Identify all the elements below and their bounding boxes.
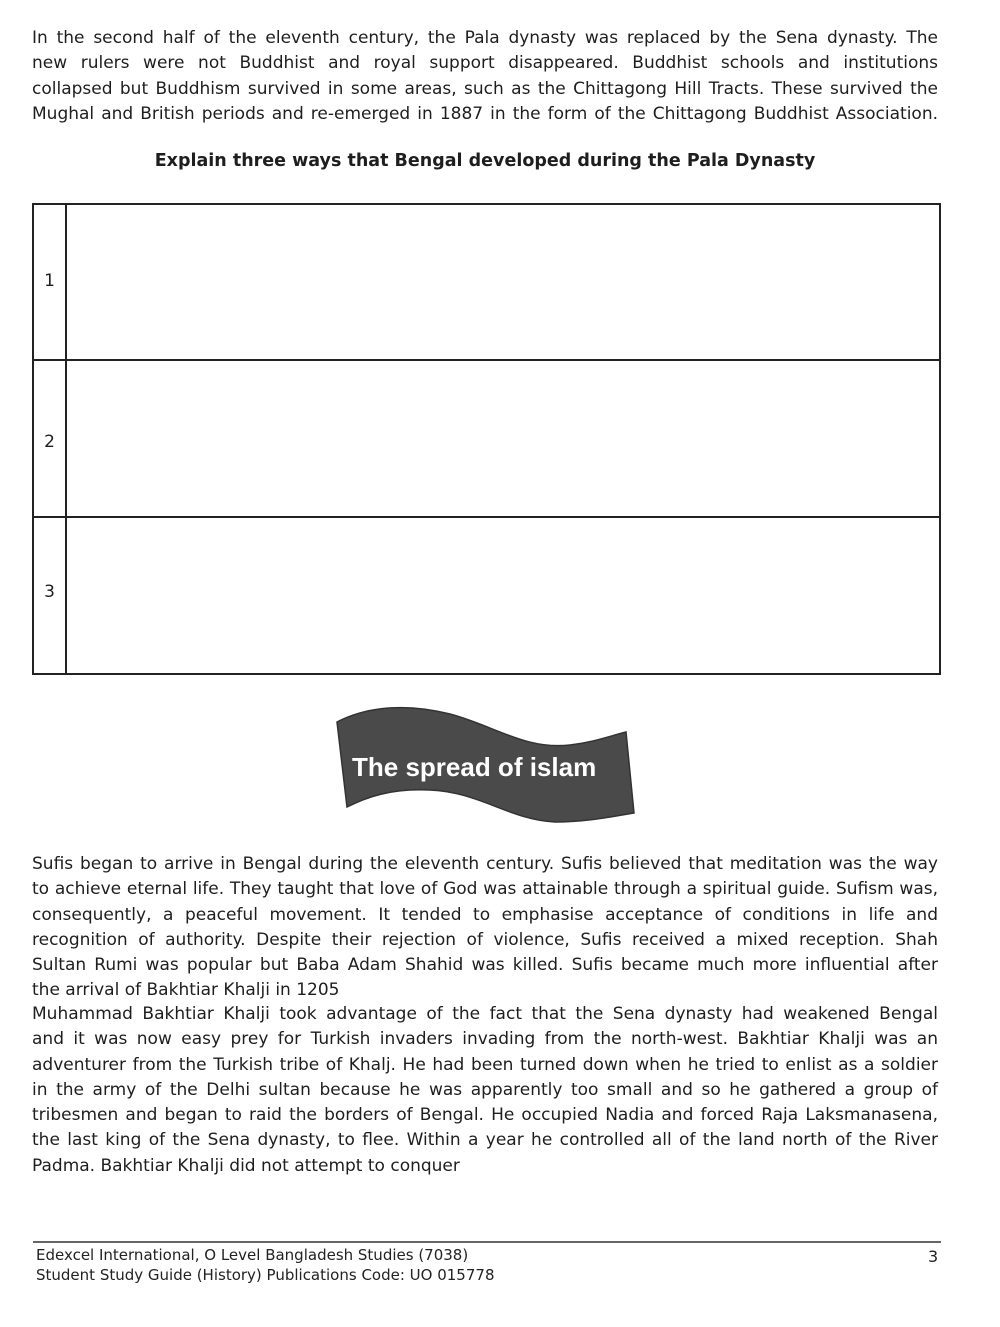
page-number: 3 — [928, 1247, 939, 1266]
text-line: In the second half of the eleventh century, the Pala dynasty was replaced by the Sena dynasty. The — [32, 28, 938, 48]
intro-paragraph — [32, 26, 938, 127]
text-line: and it was now easy prey for Turkish invaders invading from the north-west. Bakhtiar Khalji was an — [32, 1029, 938, 1050]
text-line: recognition of authority. Despite their rejection of violence, Sufis received a mixed reception. Shah — [32, 929, 938, 950]
row-number-3: 3 — [44, 582, 55, 602]
text-line: Padma. Bakhtiar Khalji did not attempt to conquer — [32, 1155, 460, 1176]
text-line: new rulers were not Buddhist and royal support disappeared. Buddhist schools and institutions — [32, 53, 938, 74]
banner-title: The spread of islam — [352, 752, 597, 782]
row-divider — [34, 516, 939, 518]
row-divider — [34, 359, 939, 361]
footer-line-1: Edexcel International, O Level Bangladesh Studies (7038) — [36, 1246, 469, 1264]
footer-divider — [33, 1241, 941, 1243]
text-line: Mughal and British periods and re-emerged in 1887 in the form of the Chittagong Buddhist Association. — [32, 103, 938, 124]
footer-line-2: Student Study Guide (History) Publications Code: UO 015778 — [36, 1266, 495, 1284]
text-line: collapsed but Buddhism survived in some areas, such as the Chittagong Hill Tracts. These survived the — [32, 78, 938, 99]
text-line: in the army of the Delhi sultan because he was apparently too small and so he gathered a group of — [32, 1079, 938, 1100]
text-line: Sultan Rumi was popular but Baba Adam Shahid was killed. Sufis became much more influential after — [32, 955, 938, 976]
text-line: the last king of the Sena dynasty, to flee. Within a year he controlled all of the land north of the River — [32, 1130, 938, 1151]
row-number-1: 1 — [44, 271, 55, 291]
text-line: adventurer from the Turkish tribe of Khalj. He had been turned down when he tried to enlist as a soldier — [32, 1054, 938, 1075]
text-line: Muhammad Bakhtiar Khalji took advantage of the fact that the Sena dynasty had weakened Bengal — [32, 1004, 938, 1024]
text-line: Sufis began to arrive in Bengal during the eleventh century. Sufis believed that meditation was the way — [32, 854, 938, 874]
text-line: tribesmen and began to raid the borders of Bengal. He occupied Nadia and forced Raja Laksmanasena, — [32, 1105, 938, 1126]
khalji-paragraph — [32, 1002, 938, 1179]
text-line: to achieve eternal life. They taught that love of God was attainable through a spiritual guide. Sufism was, — [32, 879, 938, 900]
text-line: the arrival of Bakhtiar Khalji in 1205 — [32, 980, 340, 1001]
row-number-2: 2 — [44, 432, 55, 452]
sufis-paragraph — [32, 852, 938, 1004]
question-heading: Explain three ways that Bengal developed during the Pala Dynasty — [154, 151, 816, 171]
text-line: consequently, a peaceful movement. It tended to emphasise acceptance of conditions in life and — [32, 904, 938, 925]
answer-table — [32, 203, 941, 675]
